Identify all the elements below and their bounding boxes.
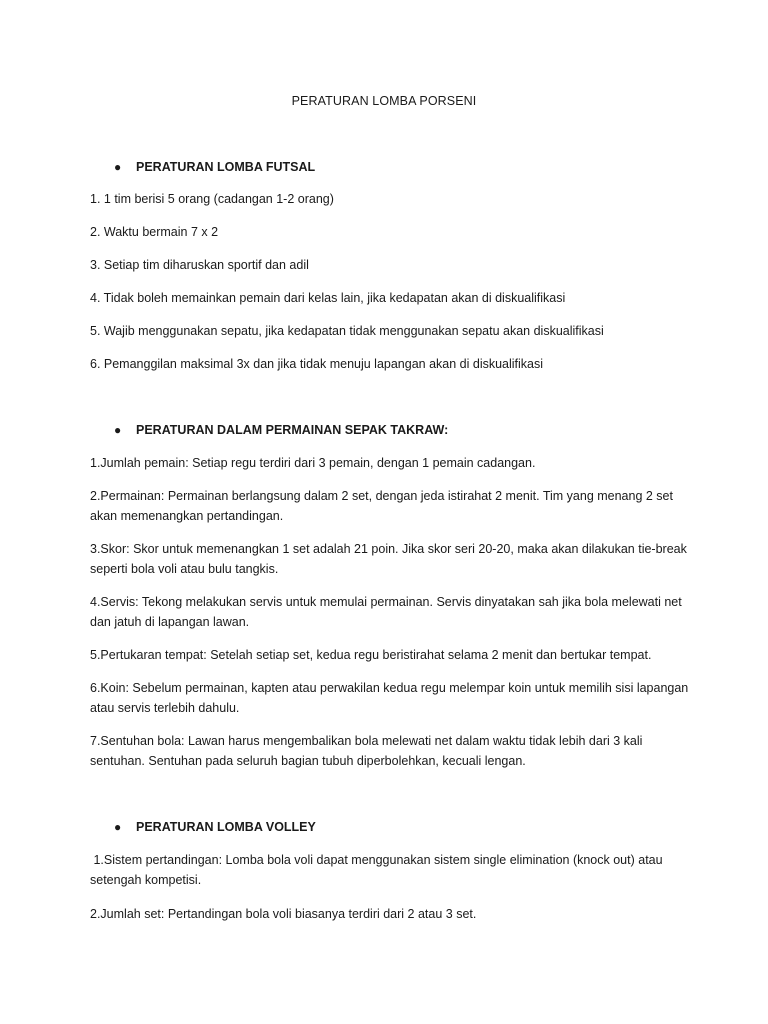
takraw-rule-5: 5.Pertukaran tempat: Setelah setiap set, kedua regu beristirahat selama 2 menit dan bertukar tempat. [90,648,652,662]
bullet-icon: ● [114,423,122,437]
takraw-rule-1: 1.Jumlah pemain: Setiap regu terdiri dari 3 pemain, dengan 1 pemain cadangan. [90,456,536,470]
takraw-rule-3: 3.Skor: Skor untuk memenangkan 1 set adalah 21 poin. Jika skor seri 20-20, maka akan dilakukan tie-break seperti bola voli atau bulu tangkis. [90,542,687,576]
bullet-icon: ● [114,820,122,834]
futsal-rule-4: 4. Tidak boleh memainkan pemain dari kelas lain, jika kedapatan akan di diskualifikasi [90,291,566,305]
section-heading-text: PERATURAN DALAM PERMAINAN SEPAK TAKRAW: [136,423,449,437]
futsal-rule-6: 6. Pemanggilan maksimal 3x dan jika tidak menuju lapangan akan di diskualifikasi [90,357,544,371]
section-heading-text: PERATURAN LOMBA FUTSAL [136,160,316,174]
takraw-rule-7: 7.Sentuhan bola: Lawan harus mengembalikan bola melewati net dalam waktu tidak lebih dari 3 kali sentuhan. Sentuhan pada seluruh bagian tubuh diperbolehkan, kecuali lengan. [90,734,643,768]
takraw-rule-4: 4.Servis: Tekong melakukan servis untuk memulai permainan. Servis dinyatakan sah jika bola melewati net dan jatuh di lapangan lawan. [90,595,682,629]
futsal-rule-2: 2. Waktu bermain 7 x 2 [90,225,219,239]
volley-rule-2: 2.Jumlah set: Pertandingan bola voli biasanya terdiri dari 2 atau 3 set. [90,907,477,921]
bullet-icon: ● [114,160,122,174]
takraw-rule-6: 6.Koin: Sebelum permainan, kapten atau perwakilan kedua regu melempar koin untuk memilih sisi lapangan atau servis terlebih dahulu. [90,681,689,715]
document-title: PERATURAN LOMBA PORSENI [291,94,477,108]
takraw-rule-2: 2.Permainan: Permainan berlangsung dalam 2 set, dengan jeda istirahat 2 menit. Tim yang menang 2 set akan memenangkan pertandingan. [90,489,673,523]
section-heading-text: PERATURAN LOMBA VOLLEY [136,820,316,834]
futsal-rule-3: 3. Setiap tim diharuskan sportif dan adil [90,258,309,272]
futsal-rule-5: 5. Wajib menggunakan sepatu, jika kedapatan tidak menggunakan sepatu akan diskualifikasi [90,324,604,338]
volley-rule-1: 1.Sistem pertandingan: Lomba bola voli dapat menggunakan sistem single elimination (knock out) atau setengah kompetisi. [90,853,667,887]
futsal-rule-1: 1. 1 tim berisi 5 orang (cadangan 1-2 orang) [90,192,334,206]
